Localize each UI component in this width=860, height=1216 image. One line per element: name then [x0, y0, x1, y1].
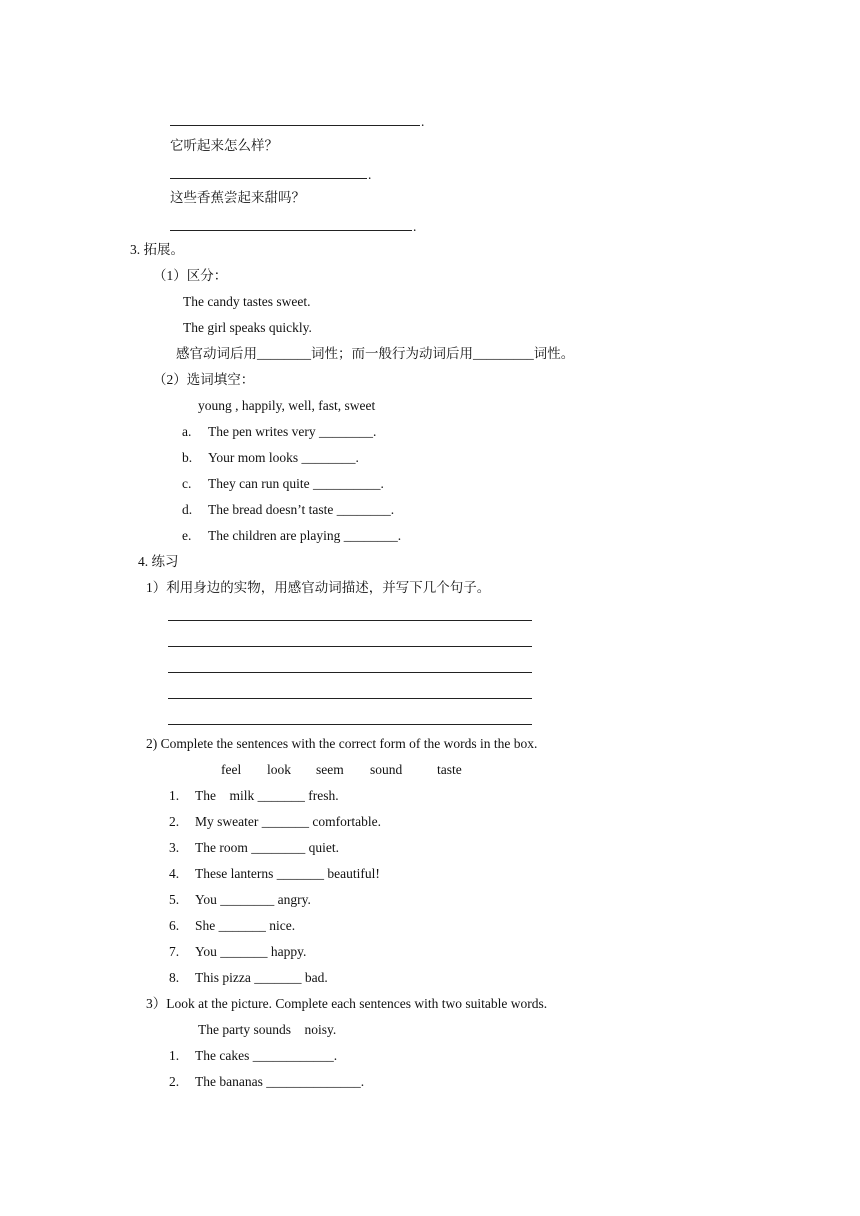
item-text: The milk _______ fresh.	[195, 788, 339, 803]
question-text: 它听起来怎么样？	[170, 138, 278, 153]
item-text: They can run quite __________.	[208, 476, 384, 491]
list-item	[182, 475, 384, 493]
item-text: She _______ nice.	[195, 918, 296, 933]
list-item	[182, 423, 376, 441]
item-text: The room ________ quiet.	[195, 840, 339, 855]
list-item	[169, 787, 339, 805]
writing-line	[168, 724, 532, 725]
box-word: sound	[370, 762, 403, 777]
item-marker: 7.	[169, 944, 180, 959]
subsection-label: 1）利用身边的实物，用感官动词描述，并写下几个句子。	[146, 580, 491, 595]
item-marker: 2.	[169, 1074, 180, 1089]
list-item	[182, 449, 359, 467]
item-text: You _______ happy.	[195, 944, 307, 959]
item-marker: e.	[182, 528, 192, 543]
item-marker: 2.	[169, 814, 180, 829]
box-word: feel	[221, 762, 242, 777]
list-item	[169, 1073, 364, 1091]
example-sentence: The candy tastes sweet.	[183, 294, 311, 309]
item-marker: a.	[182, 424, 192, 439]
item-marker: d.	[182, 502, 193, 517]
answer-line	[170, 125, 420, 126]
list-item	[169, 943, 306, 961]
item-marker: 1.	[169, 1048, 180, 1063]
item-marker: 4.	[169, 866, 180, 881]
list-item	[169, 891, 311, 909]
writing-line	[168, 672, 532, 673]
box-word: seem	[316, 762, 344, 777]
answer-line	[170, 230, 412, 231]
period: .	[368, 167, 372, 182]
item-marker: 1.	[169, 788, 180, 803]
list-item	[169, 865, 380, 883]
list-item	[169, 839, 339, 857]
item-marker: 8.	[169, 970, 180, 985]
item-text: The cakes ____________.	[195, 1048, 338, 1063]
list-item	[169, 1047, 337, 1065]
word-bank: young , happily, well, fast, sweet	[198, 398, 376, 413]
item-text: The pen writes very ________.	[208, 424, 377, 439]
item-text: Your mom looks ________.	[208, 450, 359, 465]
item-text: This pizza _______ bad.	[195, 970, 328, 985]
subsection-label: 2) Complete the sentences with the correct form of the words in the box.	[146, 736, 538, 751]
answer-line	[170, 178, 367, 179]
writing-line	[168, 620, 532, 621]
subsection-label: 3）Look at the picture. Complete each sentences with two suitable words.	[146, 996, 548, 1011]
item-text: The bananas ______________.	[195, 1074, 365, 1089]
period: .	[413, 219, 417, 234]
list-item	[182, 501, 394, 519]
item-marker: c.	[182, 476, 192, 491]
subsection-label: （1）区分：	[153, 268, 228, 283]
item-marker: 3.	[169, 840, 180, 855]
list-item	[169, 969, 328, 987]
list-item	[169, 917, 295, 935]
writing-line	[168, 698, 532, 699]
example-sentence: The girl speaks quickly.	[183, 320, 312, 335]
item-text: The children are playing ________.	[208, 528, 402, 543]
item-text: My sweater _______ comfortable.	[195, 814, 381, 829]
box-word: taste	[437, 762, 462, 777]
list-item	[182, 527, 401, 545]
period: .	[421, 114, 425, 129]
item-text: These lanterns _______ beautiful!	[195, 866, 380, 881]
example-sentence: The party sounds noisy.	[198, 1022, 337, 1037]
item-marker: b.	[182, 450, 193, 465]
subsection-label: （2）选词填空：	[153, 372, 255, 387]
section-heading: 4. 练习	[138, 554, 179, 569]
writing-line	[168, 646, 532, 647]
item-marker: 6.	[169, 918, 180, 933]
item-text: The bread doesn’t taste ________.	[208, 502, 395, 517]
question-text: 这些香蕉尝起来甜吗？	[170, 190, 305, 205]
box-word: look	[267, 762, 292, 777]
item-marker: 5.	[169, 892, 180, 907]
section-heading: 3. 拓展。	[130, 242, 184, 257]
rule-text: 感官动词后用________词性；而一般行为动词后用_________词性。	[176, 346, 575, 361]
item-text: You ________ angry.	[195, 892, 311, 907]
list-item	[169, 813, 381, 831]
